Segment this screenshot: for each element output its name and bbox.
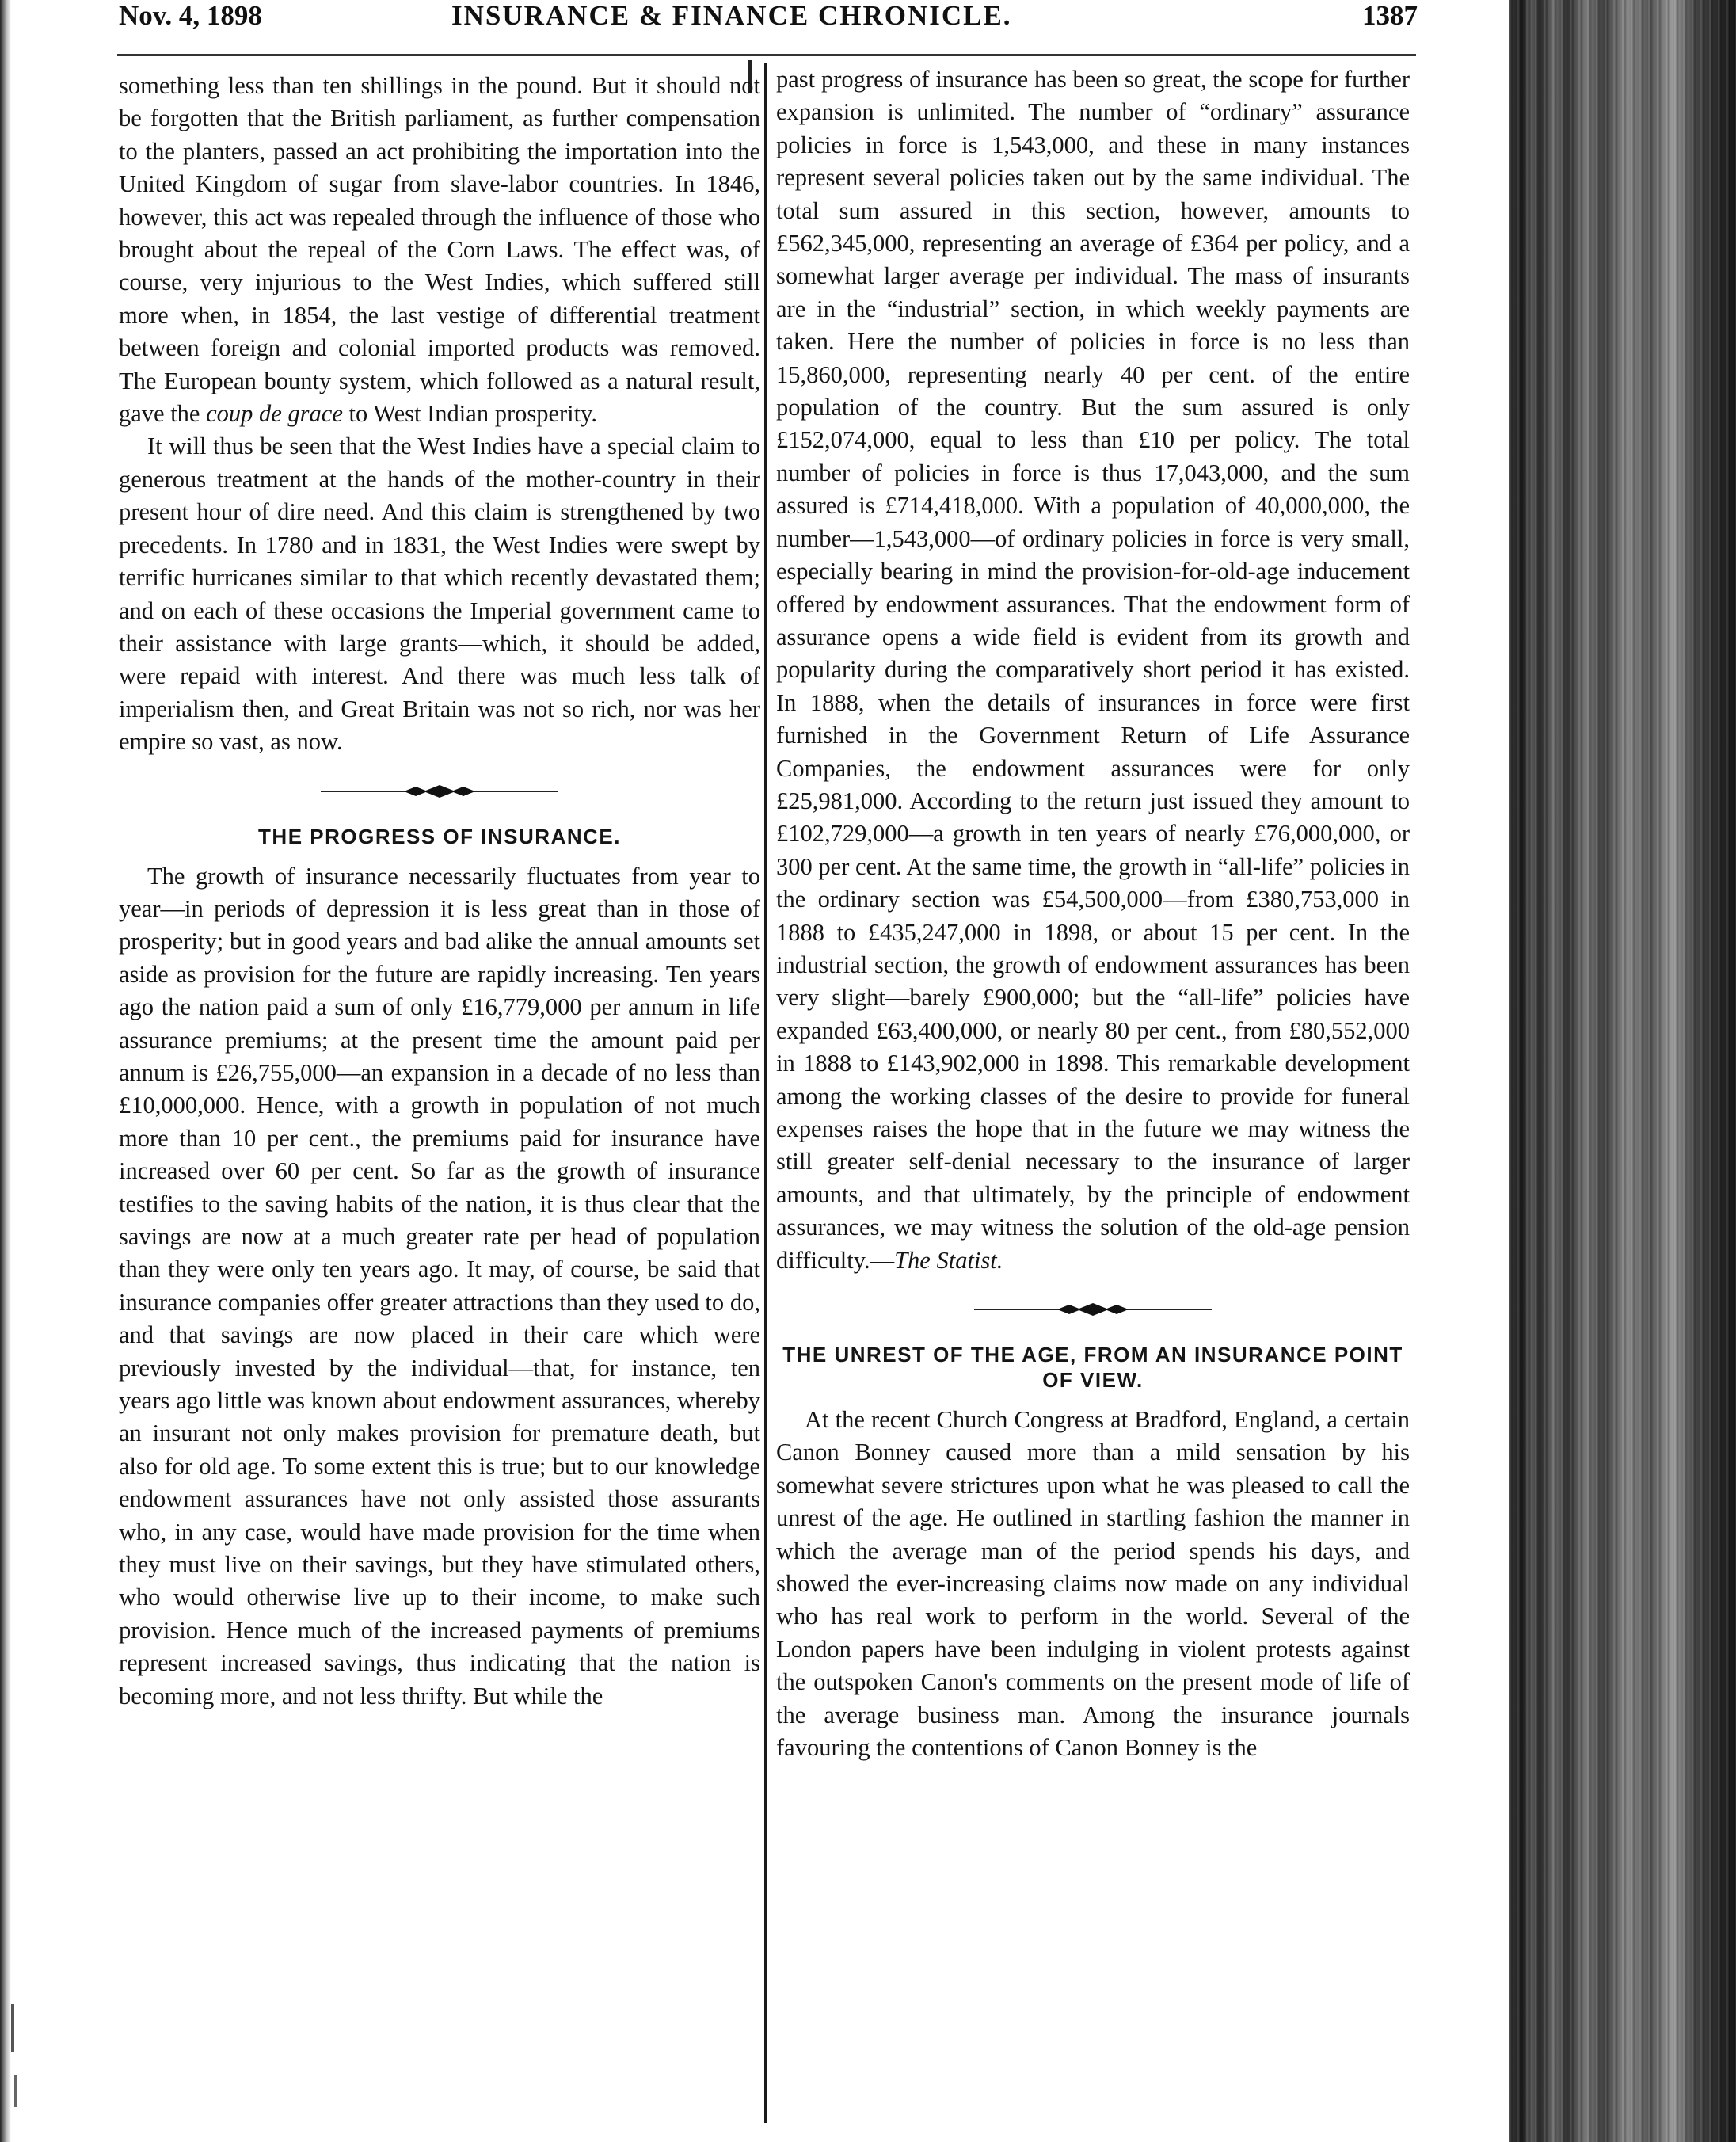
issue-date: Nov. 4, 1898 [119, 0, 262, 31]
publication-title: INSURANCE & FINANCE CHRONICLE. [451, 0, 1012, 31]
paragraph-text: past progress of insurance has been so great, the scope for further expansion is unlimited. The number of “ordinary” assurance policies in force is 1,543,000, and these in many instances represent several policies taken out by the same individual. The total sum assured in this section, however, amounts to £562,345,000, representing an average of £364 per policy, and a somewhat larger average per individual. The mass of insurants are in the “industrial” section, in which weekly payments are taken. Here the number of policies in force is no less than 15,860,000, representing nearly 40 per cent. of the entire population of the country. But the sum assured is only £152,074,000, equal to less than £10 per policy. The total number of policies in force is thus 17,043,000, and the sum assured is £714,418,000. With a population of 40,000,000, the number—1,543,000—of ordinary policies in force is very small, especially bearing in mind the provision-for-old-age inducement offered by endowment assurances. That the endowment form of assurance opens a wide field is evident from its growth and popularity during the comparatively short period it has existed. In 1888, when the details of insurances in force were first furnished in the Government Return of Life Assurance Companies, the endowment assurances were for only £25,981,000. According to the return just issued they amount to £102,729,000—a growth in ten years of nearly £76,000,000, or 300 per cent. At the same time, the growth in “all-life” policies in the ordinary section was £54,500,000—from £380,753,000 in 1888 to £435,247,000 in 1898, or about 15 per cent. In the industrial section, the growth of endowment assurances has been very slight—barely £900,000; but the “all-life” policies have expanded £63,400,000, or nearly 80 per cent., from £80,552,000 in 1888 to £143,902,000 in 1898. This remarkable development among the working classes of the desire to provide for funeral expenses raises the hope that in the future we may witness the still greater self-denial necessary to the insurance of larger amounts, and that ultimately, by the principle of endowment assurances, we may witness the solution of the old-age pension difficulty.— [776, 66, 1410, 1274]
section-heading: THE UNREST OF THE AGE, FROM AN INSURANCE POINT OF VIEW. [782, 1343, 1403, 1393]
article-paragraph: At the recent Church Congress at Bradford, England, a certain Canon Bonney caused more than a mild sensation by his somewhat severe strictures upon what he was pleased to call the unrest of the age. He outlined in startling fashion the manner in which the average man of the period spends his days, and showed the ever-increasing claims now made on any individual who has real work to perform in the world. Several of the London papers have been indulging in violent protests against the outspoken Canon's comments on the present mode of life of the average business man. Among the insurance journals favouring the contentions of Canon Bonney is the [776, 1406, 1410, 1762]
margin-mark [11, 2004, 14, 2052]
article-paragraph: The growth of insurance necessarily fluctuates from year to year—in periods of depression it is less great than in those of prosperity; but in good years and bad alike the annual amounts set aside as provision for the future are rapidly increasing. Ten years ago the nation paid a sum of only £16,779,000 per annum in life assurance premiums; at the present time the amount paid per annum is £26,755,000—an expansion in a decade of no less than £10,000,000. Hence, with a growth in population of not much more than 10 per cent., the premiums paid for insurance have increased over 60 per cent. So far as the growth of insurance testifies to the saving habits of the nation, it is thus clear that the savings are now at a much greater rate per head of population than they were only ten years ago. It may, of course, be said that insurance companies offer greater attractions than they used to do, and that savings are now placed in their care which were previously invested by the individual—that, for instance, ten years ago little was known about endowment assurances, whereby an insurant not only makes provision for premature death, but also for old age. To some extent this is true; but to our knowledge endowment assurances have not only assisted those assurants who, in any case, would have made provision for the time when they must live on their savings, but they have stimulated others, who would otherwise live up to their income, to make such provision. Hence much of the increased payments of premiums represent increased savings, thus indicating that the nation is becoming more, and not less thrifty. But while the [119, 862, 760, 1709]
article-paragraph [776, 63, 1410, 1277]
italic-phrase: coup de grace [206, 400, 343, 428]
column-divider [764, 63, 767, 2123]
ornamental-divider [321, 783, 558, 800]
page-number: 1387 [1362, 0, 1418, 31]
source-credit: The Statist. [894, 1246, 1003, 1274]
section-heading: THE PROGRESS OF INSURANCE. [258, 824, 621, 848]
right-column [776, 63, 1410, 1765]
page-edge-shadow [0, 0, 11, 2142]
page-edges [1509, 0, 1736, 2142]
left-column [119, 70, 760, 1713]
paragraph-text: something less than ten shillings in the pound. But it should not be forgotten that the British parliament, as further compensation to the planters, passed an act prohibiting the importation into the United Kingdom of sugar from slave-labor countries. In 1846, however, this act was repealed through the influence of those who brought about the repeal of the Corn Laws. The effect was, of course, very injurious to the West Indies, which suffered still more when, in 1854, the last vestige of differential treatment between foreign and colonial imported products was removed. The European bounty system, which followed as a natural result, gave the [119, 72, 760, 428]
paragraph-text: to West Indian prosperity. [348, 400, 598, 428]
article-paragraph: It will thus be seen that the West Indies have a special claim to generous treatment at the hands of the mother-country in their present hour of dire need. And this claim is strengthened by two precedents. In 1780 and in 1831, the West Indies were swept by terrific hurricanes similar to that which recently devastated them; and on each of these occasions the Imperial government came to their assistance with large grants—which, it should be added, were repaid with interest. And there was much less talk of imperialism then, and Great Britain was not so rich, nor was her empire so vast, as now. [119, 433, 760, 756]
ornamental-divider [974, 1301, 1212, 1318]
article-paragraph [119, 70, 760, 430]
margin-mark [14, 2075, 17, 2107]
header-rule [117, 54, 1416, 56]
running-head [119, 0, 1418, 43]
